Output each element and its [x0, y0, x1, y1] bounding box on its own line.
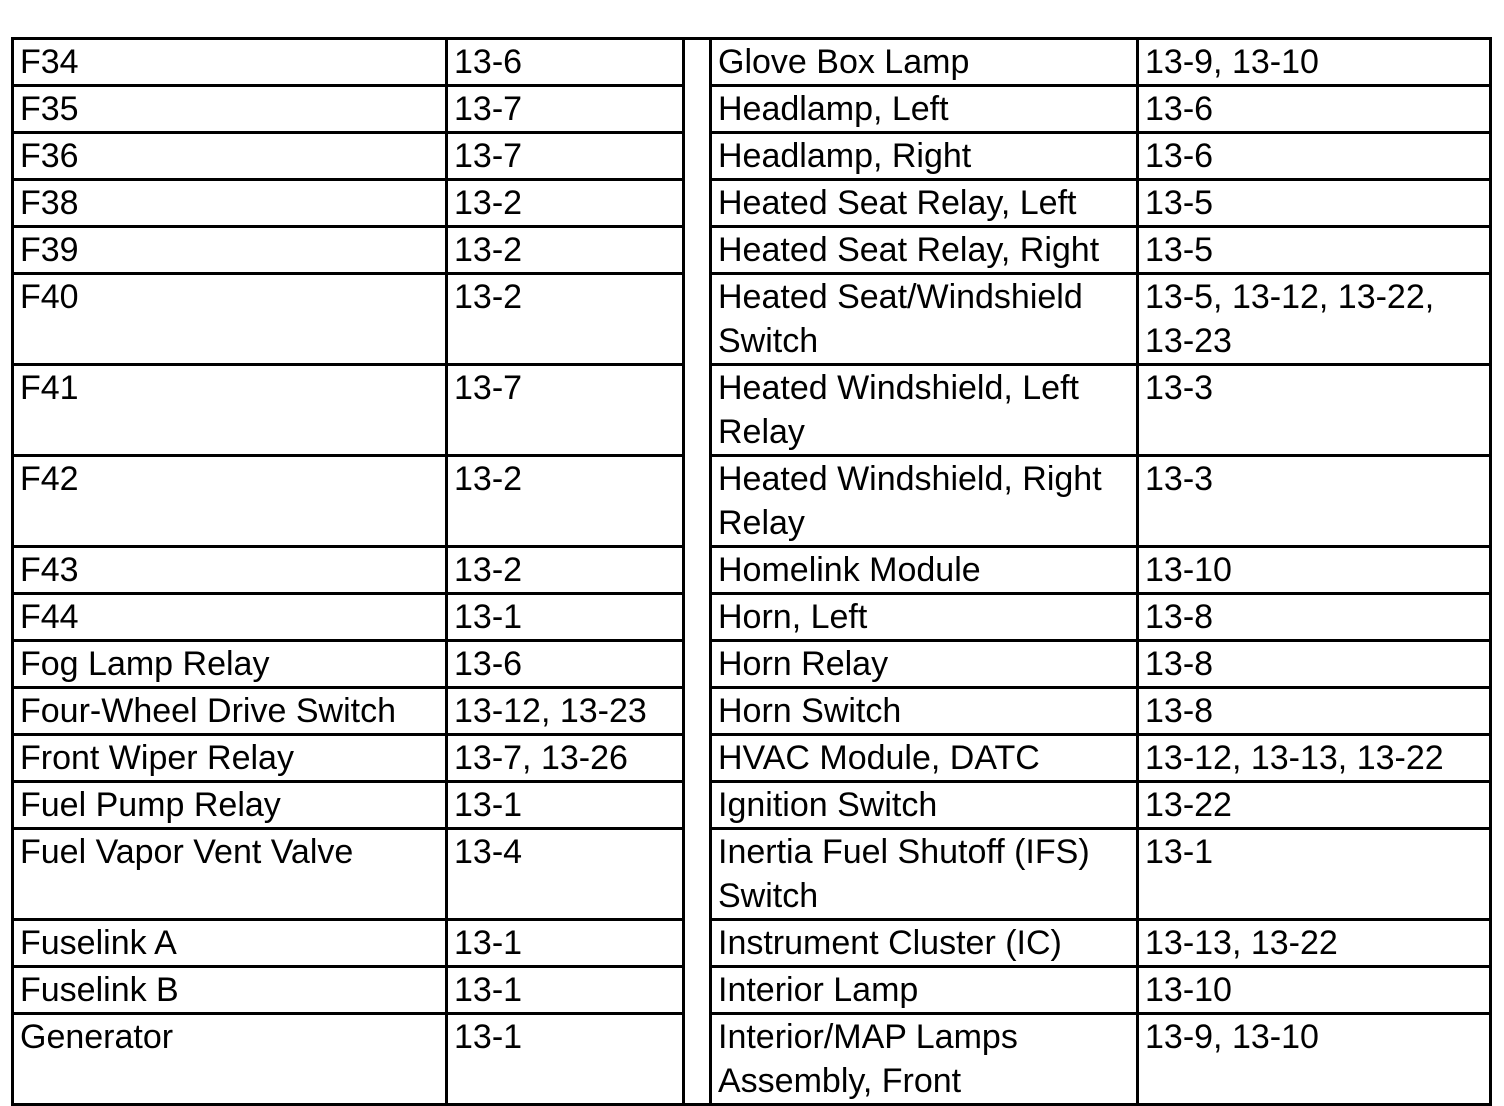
- table-row: [13, 594, 1491, 641]
- right-item-cell: Heated Seat Relay, Left: [711, 180, 1138, 227]
- right-page-cell: 13-5, 13-12, 13-22, 13-23: [1138, 274, 1491, 365]
- column-gap: [684, 967, 711, 1014]
- right-page-cell: 13-9, 13-10: [1138, 39, 1491, 86]
- left-item-cell: Generator: [13, 1014, 447, 1105]
- right-item-cell: Inertia Fuel Shutoff (IFS) Switch: [711, 829, 1138, 920]
- column-gap: [684, 688, 711, 735]
- left-item-cell: F40: [13, 274, 447, 365]
- left-item-cell: F35: [13, 86, 447, 133]
- right-item-cell: Heated Windshield, Right Relay: [711, 456, 1138, 547]
- right-page-cell: 13-8: [1138, 641, 1491, 688]
- right-page-cell: 13-10: [1138, 547, 1491, 594]
- right-page-cell: 13-8: [1138, 688, 1491, 735]
- right-page-cell: 13-5: [1138, 227, 1491, 274]
- right-page-cell: 13-5: [1138, 180, 1491, 227]
- left-page-cell: 13-7: [447, 133, 684, 180]
- left-page-cell: 13-6: [447, 39, 684, 86]
- table-row: [13, 1014, 1491, 1105]
- right-page-cell: 13-3: [1138, 365, 1491, 456]
- left-page-cell: 13-4: [447, 829, 684, 920]
- right-item-cell: Instrument Cluster (IC): [711, 920, 1138, 967]
- right-page-cell: 13-6: [1138, 133, 1491, 180]
- right-page-cell: 13-22: [1138, 782, 1491, 829]
- left-item-cell: F39: [13, 227, 447, 274]
- column-gap: [684, 86, 711, 133]
- column-gap: [684, 227, 711, 274]
- left-page-cell: 13-1: [447, 782, 684, 829]
- left-item-cell: Fuel Pump Relay: [13, 782, 447, 829]
- column-gap: [684, 133, 711, 180]
- right-page-cell: 13-8: [1138, 594, 1491, 641]
- right-page-cell: 13-9, 13-10: [1138, 1014, 1491, 1105]
- right-item-cell: Homelink Module: [711, 547, 1138, 594]
- right-page-cell: 13-10: [1138, 967, 1491, 1014]
- right-item-cell: Interior Lamp: [711, 967, 1138, 1014]
- column-gap: [684, 180, 711, 227]
- left-item-cell: Fuselink A: [13, 920, 447, 967]
- table-row: [13, 920, 1491, 967]
- right-item-cell: Horn Relay: [711, 641, 1138, 688]
- left-item-cell: Four-Wheel Drive Switch: [13, 688, 447, 735]
- table-row: [13, 274, 1491, 365]
- left-page-cell: 13-2: [447, 180, 684, 227]
- column-gap: [684, 274, 711, 365]
- left-item-cell: Fog Lamp Relay: [13, 641, 447, 688]
- left-item-cell: Fuselink B: [13, 967, 447, 1014]
- table-row: [13, 547, 1491, 594]
- table-row: [13, 227, 1491, 274]
- left-item-cell: F41: [13, 365, 447, 456]
- index-body: [13, 39, 1491, 1105]
- table-row: [13, 829, 1491, 920]
- right-item-cell: Headlamp, Right: [711, 133, 1138, 180]
- left-page-cell: 13-1: [447, 967, 684, 1014]
- column-gap: [684, 829, 711, 920]
- index-page: [11, 37, 1489, 1100]
- table-row: [13, 641, 1491, 688]
- left-page-cell: 13-12, 13-23: [447, 688, 684, 735]
- column-gap: [684, 735, 711, 782]
- column-gap: [684, 782, 711, 829]
- left-page-cell: 13-1: [447, 1014, 684, 1105]
- right-page-cell: 13-3: [1138, 456, 1491, 547]
- left-page-cell: 13-2: [447, 227, 684, 274]
- right-item-cell: Interior/MAP Lamps Assembly, Front: [711, 1014, 1138, 1105]
- column-gap: [684, 547, 711, 594]
- left-item-cell: Front Wiper Relay: [13, 735, 447, 782]
- right-item-cell: Heated Windshield, Left Relay: [711, 365, 1138, 456]
- table-row: [13, 782, 1491, 829]
- right-item-cell: Headlamp, Left: [711, 86, 1138, 133]
- right-page-cell: 13-13, 13-22: [1138, 920, 1491, 967]
- right-item-cell: Horn, Left: [711, 594, 1138, 641]
- left-page-cell: 13-1: [447, 920, 684, 967]
- table-row: [13, 180, 1491, 227]
- table-row: [13, 688, 1491, 735]
- right-page-cell: 13-12, 13-13, 13-22: [1138, 735, 1491, 782]
- column-gap: [684, 39, 711, 86]
- left-item-cell: F36: [13, 133, 447, 180]
- component-index-table: [11, 37, 1492, 1106]
- left-page-cell: 13-1: [447, 594, 684, 641]
- right-item-cell: Horn Switch: [711, 688, 1138, 735]
- column-gap: [684, 1014, 711, 1105]
- left-item-cell: F42: [13, 456, 447, 547]
- column-gap: [684, 641, 711, 688]
- left-page-cell: 13-2: [447, 456, 684, 547]
- left-item-cell: F43: [13, 547, 447, 594]
- table-row: [13, 365, 1491, 456]
- left-page-cell: 13-7: [447, 86, 684, 133]
- table-row: [13, 967, 1491, 1014]
- right-item-cell: Heated Seat/Windshield Switch: [711, 274, 1138, 365]
- left-page-cell: 13-2: [447, 547, 684, 594]
- left-page-cell: 13-7, 13-26: [447, 735, 684, 782]
- right-item-cell: Glove Box Lamp: [711, 39, 1138, 86]
- left-item-cell: F38: [13, 180, 447, 227]
- table-row: [13, 133, 1491, 180]
- left-page-cell: 13-6: [447, 641, 684, 688]
- column-gap: [684, 365, 711, 456]
- right-item-cell: HVAC Module, DATC: [711, 735, 1138, 782]
- table-row: [13, 86, 1491, 133]
- left-page-cell: 13-2: [447, 274, 684, 365]
- column-gap: [684, 920, 711, 967]
- left-item-cell: F44: [13, 594, 447, 641]
- table-row: [13, 39, 1491, 86]
- left-item-cell: Fuel Vapor Vent Valve: [13, 829, 447, 920]
- right-item-cell: Ignition Switch: [711, 782, 1138, 829]
- table-row: [13, 456, 1491, 547]
- right-page-cell: 13-1: [1138, 829, 1491, 920]
- left-page-cell: 13-7: [447, 365, 684, 456]
- left-item-cell: F34: [13, 39, 447, 86]
- column-gap: [684, 594, 711, 641]
- column-gap: [684, 456, 711, 547]
- right-item-cell: Heated Seat Relay, Right: [711, 227, 1138, 274]
- table-row: [13, 735, 1491, 782]
- right-page-cell: 13-6: [1138, 86, 1491, 133]
